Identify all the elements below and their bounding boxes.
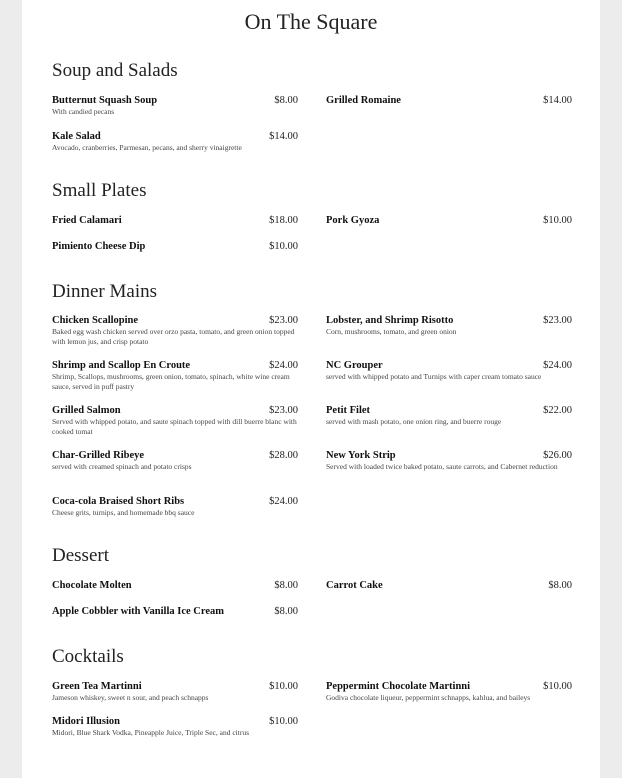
item-price: $24.00 xyxy=(269,496,298,507)
item-name: Green Tea Martinni xyxy=(52,681,142,692)
menu-page xyxy=(22,0,600,778)
item-description: Baked egg wash chicken served over orzo pasta, tomato, and green onion topped with lemon jus, and crisp potato xyxy=(52,327,295,346)
item-price: $24.00 xyxy=(269,360,298,371)
item-price: $10.00 xyxy=(269,716,298,727)
item-name: Midori Illusion xyxy=(52,716,120,727)
item-price: $28.00 xyxy=(269,450,298,461)
item-name: Apple Cobbler with Vanilla Ice Cream xyxy=(52,606,224,617)
item-description: Godiva chocolate liqueur, peppermint schnapps, kahlua, and baileys xyxy=(326,693,531,702)
item-price: $23.00 xyxy=(269,405,298,416)
item-name: Peppermint Chocolate Martinni xyxy=(326,681,471,692)
item-name: NC Grouper xyxy=(326,360,383,371)
item-price: $23.00 xyxy=(543,315,572,326)
item-name: Char-Grilled Ribeye xyxy=(52,450,145,461)
section-heading-dessert: Dessert xyxy=(52,545,109,566)
item-price: $14.00 xyxy=(543,95,572,106)
page-title: On The Square xyxy=(244,9,378,34)
item-price: $8.00 xyxy=(548,580,572,591)
item-description: served with creamed spinach and potato crisps xyxy=(52,462,192,471)
item-name: Butternut Squash Soup xyxy=(52,95,158,106)
item-price: $8.00 xyxy=(274,95,298,106)
item-price: $24.00 xyxy=(543,360,572,371)
item-name: Lobster, and Shrimp Risotto xyxy=(326,315,454,326)
item-name: Petit Filet xyxy=(326,405,371,416)
item-description: Midori, Blue Shark Vodka, Pineapple Juice, Triple Sec, and citrus xyxy=(52,728,249,737)
item-description: Cheese grits, turnips, and homemade bbq sauce xyxy=(52,508,195,517)
item-name: Pimiento Cheese Dip xyxy=(52,241,146,252)
item-description: Served with whipped potato, and saute spinach topped with dill buerre blanc with cooked tomat xyxy=(52,417,297,436)
item-description: Avocado, cranberries, Parmesan, pecans, and sherry vinaigrette xyxy=(52,143,242,152)
item-price: $10.00 xyxy=(269,241,298,252)
item-price: $14.00 xyxy=(269,131,298,142)
item-description: served with mash potato, one onion ring, and buerre rouge xyxy=(326,417,502,426)
item-price: $18.00 xyxy=(269,215,298,226)
section-heading-cocktails: Cocktails xyxy=(52,646,124,667)
item-price: $23.00 xyxy=(269,315,298,326)
item-name: Kale Salad xyxy=(52,131,101,142)
item-name: Grilled Romaine xyxy=(326,95,401,106)
item-name: Shrimp and Scallop En Croute xyxy=(52,360,191,371)
item-price: $26.00 xyxy=(543,450,572,461)
item-price: $8.00 xyxy=(274,606,298,617)
section-heading-dinner-mains: Dinner Mains xyxy=(52,281,158,302)
item-description: Jameson whiskey, sweet n sour, and peach schnapps xyxy=(52,693,209,702)
item-name: Pork Gyoza xyxy=(326,215,380,226)
item-price: $8.00 xyxy=(274,580,298,591)
item-name: New York Strip xyxy=(326,450,396,461)
item-name: Chocolate Molten xyxy=(52,580,132,591)
item-description: Corn, mushrooms, tomato, and green onion xyxy=(326,327,457,336)
item-name: Fried Calamari xyxy=(52,215,122,226)
item-description: Shrimp, Scallops, mushrooms, green onion, tomato, spinach, white wine cream sauce, served in puff pastry xyxy=(52,372,290,391)
item-price: $10.00 xyxy=(269,681,298,692)
section-heading-small-plates: Small Plates xyxy=(52,180,147,201)
item-name: Chicken Scallopine xyxy=(52,315,139,326)
item-price: $10.00 xyxy=(543,215,572,226)
item-description: served with whipped potato and Turnips with caper cream tomato sauce xyxy=(326,372,542,381)
item-description: With candied pecans xyxy=(52,107,115,116)
item-name: Carrot Cake xyxy=(326,580,383,591)
item-name: Coca-cola Braised Short Ribs xyxy=(52,496,185,507)
section-heading-soup-and-salads: Soup and Salads xyxy=(52,60,178,81)
item-price: $10.00 xyxy=(543,681,572,692)
item-price: $22.00 xyxy=(543,405,572,416)
item-description: Served with loaded twice baked potato, saute carrots, and Cabernet reduction xyxy=(326,462,558,471)
item-name: Grilled Salmon xyxy=(52,405,121,416)
